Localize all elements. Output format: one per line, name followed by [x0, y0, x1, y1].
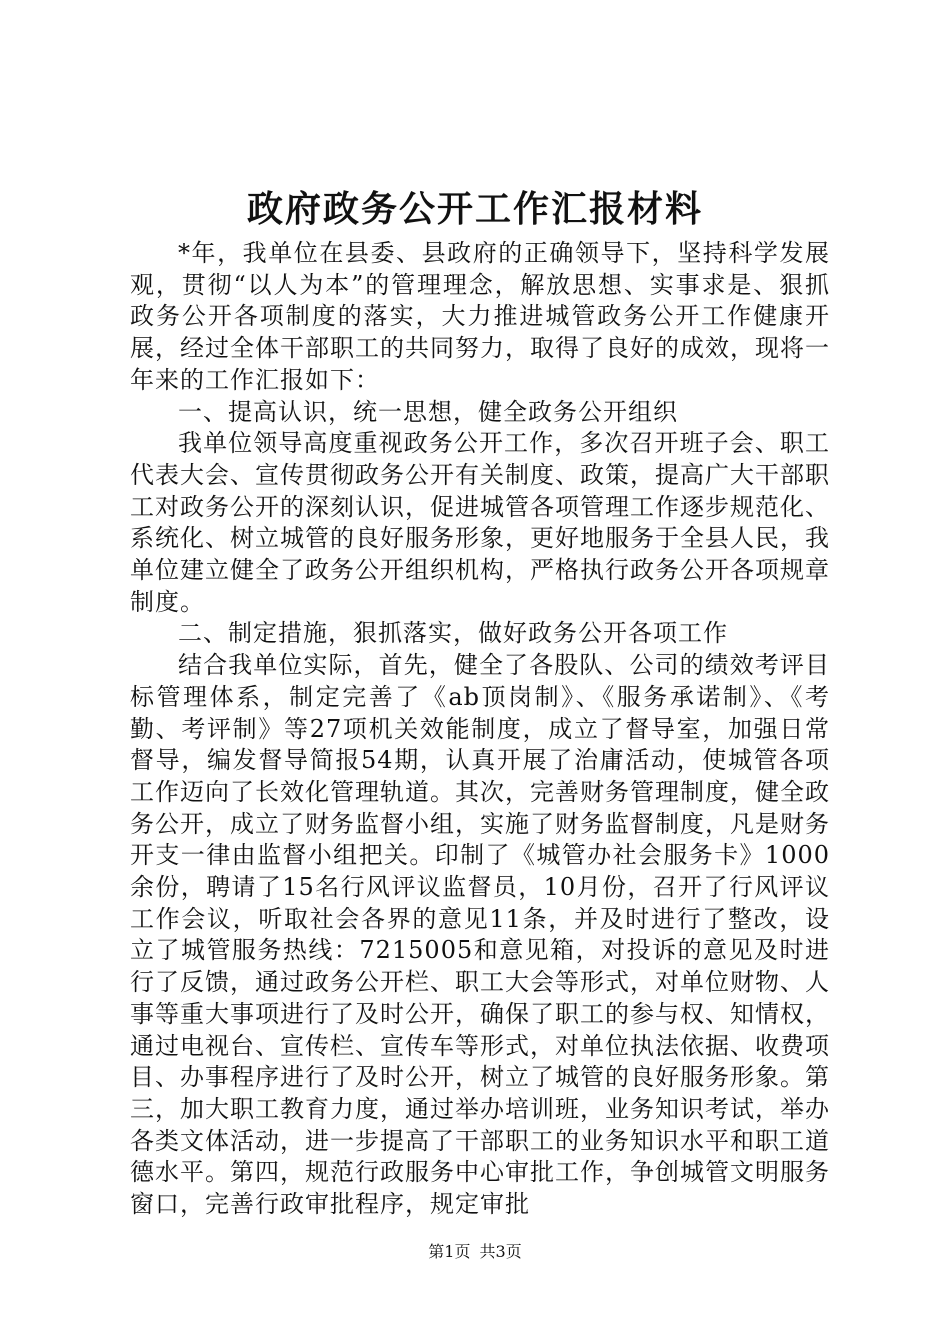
paragraph-section-2: 结合我单位实际，首先，健全了各股队、公司的绩效考评目标管理体系，制定完善了《ab顶岗制》、《服务承诺制》、《考勤、考评制》等27项机关效能制度，成立了督导室，加强日常督导，编发督导简报54期，认真开展了治庸活动，使城管各项工作迈向了长效化管理轨道。其次，完善财务管理制度，健全政务公开，成立了财务监督小组，实施了财务监督制度，凡是财务开支一律由监督小组把关。印制了《城管办社会服务卡》1000余份，聘请了15名行风评议监督员，10月份，召开了行风评议工作会议，听取社会各界的意见11条，并及时进行了整改，设立了城管服务热线：7215005和意见箱，对投诉的意见及时进行了反馈，通过政务公开栏、职工大会等形式，对单位财物、人事等重大事项进行了及时公开，确保了职工的参与权、知情权，通过电视台、宣传栏、宣传车等形式，对单位执法依据、收费项目、办事程序进行了及时公开，树立了城管的良好服务形象。第三，加大职工教育力度，通过举办培训班，业务知识考试，举办各类文体活动，进一步提高了干部职工的业务知识水平和职工道德水平。第四，规范行政服务中心审批工作，争创城管文明服务窗口，完善行政审批程序，规定审批 — [130, 651, 830, 1219]
page-total: 共3页 — [479, 1242, 522, 1261]
page-footer — [0, 1240, 950, 1264]
document-body — [130, 238, 830, 1221]
section-heading-1: 一、提高认识，统一思想，健全政务公开组织 — [178, 397, 678, 426]
section-heading-2: 二、制定措施，狠抓落实，做好政务公开各项工作 — [178, 619, 728, 648]
paragraph-intro: *年，我单位在县委、县政府的正确领导下，坚持科学发展观，贯彻“以人为本”的管理理念，解放思想、实事求是、狠抓政务公开各项制度的落实，大力推进城管政务公开工作健康开展，经过全体干部职工的共同努力，取得了良好的成效，现将一年来的工作汇报如下： — [130, 239, 830, 394]
document-title: 政府政务公开工作汇报材料 — [246, 188, 703, 230]
paragraph-section-1: 我单位领导高度重视政务公开工作，多次召开班子会、职工代表大会、宣传贯彻政务公开有关制度、政策，提高广大干部职工对政务公开的深刻认识，促进城管各项管理工作逐步规范化、系统化、树立城管的良好服务形象，更好地服务于全县人民，我单位建立健全了政务公开组织机构，严格执行政务公开各项规章制度。 — [130, 429, 830, 616]
page-number: 第1页 — [428, 1242, 471, 1261]
